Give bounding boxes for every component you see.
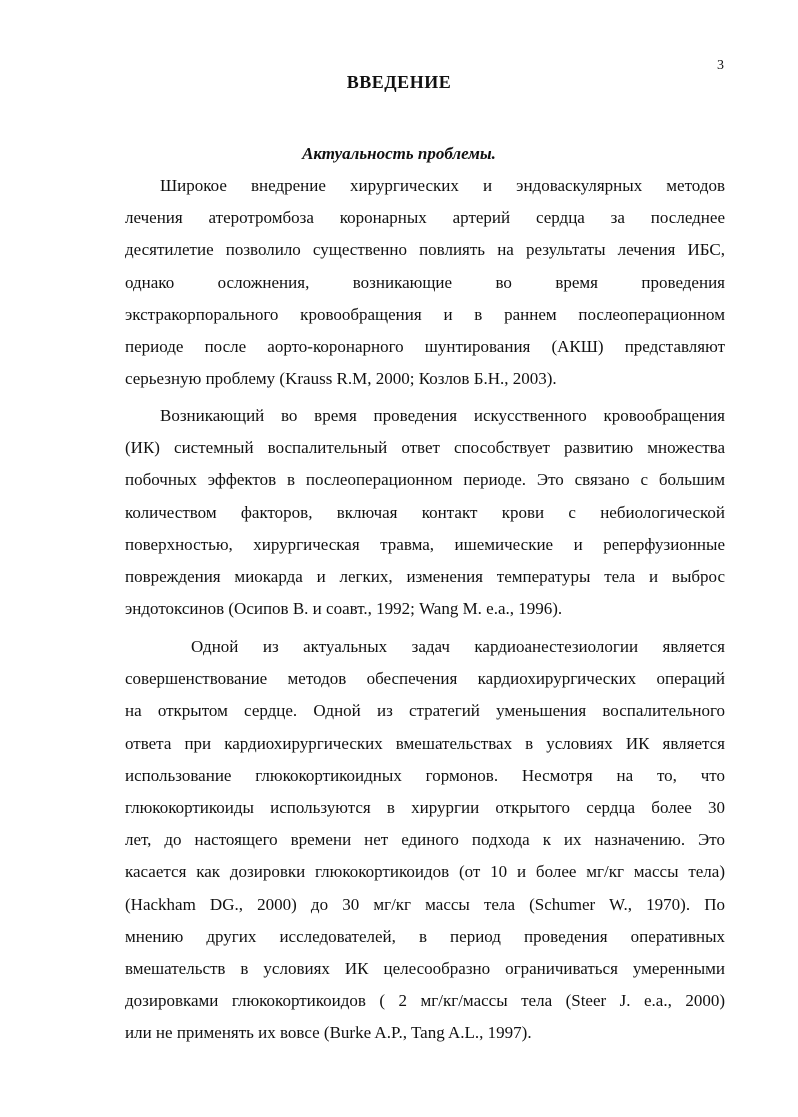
text-line: или не применять их вовсе (Burke A.P., Tang A.L., 1997).	[125, 1023, 532, 1043]
text-line: дозировками глюкокортикоидов ( 2 мг/кг/массы тела (Steer J. e.a., 2000)	[125, 991, 725, 1011]
paragraph-1	[125, 170, 725, 395]
text-line: экстракорпорального кровообращения и в раннем послеоперационном	[125, 304, 725, 324]
section-heading	[0, 144, 798, 164]
text-line: совершенствование методов обеспечения кардиохирургических операций	[125, 669, 725, 689]
text-line: глюкокортикоиды используются в хирургии открытого сердца более 30	[125, 797, 725, 817]
text-line: серьезную проблему (Krauss R.M, 2000; Козлов Б.Н., 2003).	[125, 369, 557, 389]
text-line: мнению других исследователей, в период проведения оперативных	[125, 926, 725, 946]
text-line: касается как дозировки глюкокортикоидов (от 10 и более мг/кг массы тела)	[125, 862, 725, 882]
text-line: (ИК) системный воспалительный ответ способствует развитию множества	[125, 438, 725, 458]
text-line: Возникающий во время проведения искусственного кровообращения	[160, 406, 725, 425]
text-line: (Hackham DG., 2000) до 30 мг/кг массы тела (Schumer W., 1970). По	[125, 894, 725, 914]
text-line: использование глюкокортикоидных гормонов. Несмотря на то, что	[125, 765, 725, 785]
page-number: 3	[717, 58, 724, 73]
text-line: Широкое внедрение хирургических и эндоваскулярных методов	[160, 176, 725, 195]
text-line: лечения атеротромбоза коронарных артерий сердца за последнее	[125, 208, 725, 228]
text-line: количеством факторов, включая контакт крови с небиологической	[125, 502, 725, 522]
text-line: периоде после аорто-коронарного шунтирования (АКШ) представляют	[125, 336, 725, 356]
text-line: ответа при кардиохирургических вмешательствах в условиях ИК является	[125, 733, 725, 753]
page-title: ВВЕДЕНИЕ	[346, 72, 452, 92]
paragraph-3	[125, 631, 725, 1049]
section-heading-text: Актуальность проблемы.	[302, 144, 496, 163]
text-line: на открытом сердце. Одной из стратегий уменьшения воспалительного	[125, 701, 725, 721]
text-line: поверхностью, хирургическая травма, ишемические и реперфузионные	[125, 534, 725, 554]
text-line: однако осложнения, возникающие во время проведения	[125, 272, 725, 292]
text-line: вмешательств в условиях ИК целесообразно ограничиваться умеренными	[125, 958, 725, 978]
text-line: эндотоксинов (Осипов В. и соавт., 1992; Wang M. e.a., 1996).	[125, 599, 563, 619]
text-line: побочных эффектов в послеоперационном периоде. Это связано с большим	[125, 470, 725, 490]
text-line: лет, до настоящего времени нет единого подхода к их назначению. Это	[125, 830, 725, 850]
paragraph-2	[125, 400, 725, 625]
text-line: десятилетие позволило существенно повлиять на результаты лечения ИБС,	[125, 240, 725, 260]
text-line: Одной из актуальных задач кардиоанестезиологии является	[191, 637, 725, 656]
text-line: повреждения миокарда и легких, изменения температуры тела и выброс	[125, 566, 725, 586]
